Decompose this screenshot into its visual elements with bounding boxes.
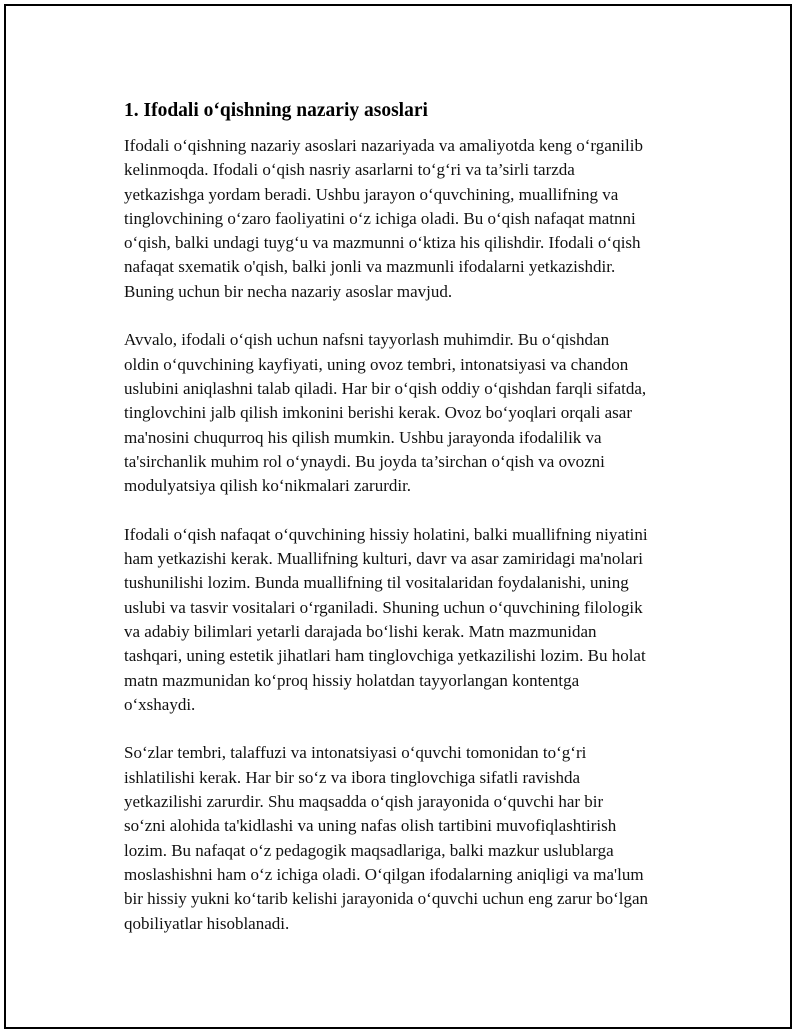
text-line: tinglovchini jalb qilish imkonini berishi kerak. Ovoz bo‘yoqlari orqali asar xyxy=(124,403,633,423)
text-line: Ifodali o‘qish nafaqat o‘quvchining hissiy holatini, balki muallifning niyatini xyxy=(124,524,648,544)
paragraph-3 xyxy=(124,523,699,717)
text-line: ham yetkazishi kerak. Muallifning kulturi, davr va asar zamiridagi ma'nolari xyxy=(124,549,644,569)
page-frame xyxy=(4,4,792,1029)
text-line: so‘zni alohida ta'kidlashi va uning nafas olish tartibini muvofiqlashtirish xyxy=(124,816,617,836)
text-line: uslubini aniqlashni talab qiladi. Har bir o‘qish oddiy o‘qishdan farqli sifatda, xyxy=(124,378,647,398)
text-line: modulyatsiya qilish ko‘nikmalari zarurdir. xyxy=(124,476,412,496)
text-line: ishlatilishi kerak. Har bir so‘z va ibora tinglovchiga sifatli ravishda xyxy=(124,767,581,787)
text-line: bir hissiy yukni ko‘tarib kelishi jarayonida o‘quvchi uchun eng zarur bo‘lgan xyxy=(124,889,649,909)
text-line: kelinmoqda. Ifodali o‘qish nasriy asarlarni to‘g‘ri va ta’sirli tarzda xyxy=(124,160,575,180)
paragraph-4 xyxy=(124,741,699,935)
text-line: lozim. Bu nafaqat o‘z pedagogik maqsadlariga, balki mazkur uslublarga xyxy=(124,840,614,860)
text-line: ta'sirchanlik muhim rol o‘ynaydi. Bu joyda ta’sirchan o‘qish va ovozni xyxy=(124,451,605,471)
text-line: o‘xshaydi. xyxy=(124,694,196,714)
text-line: Buning uchun bir necha nazariy asoslar mavjud. xyxy=(124,281,453,301)
text-line: yetkazishga yordam beradi. Ushbu jarayon o‘quvchining, muallifning va xyxy=(124,184,619,204)
document-body xyxy=(124,98,699,936)
paragraph-1 xyxy=(124,134,699,304)
text-line: moslashishni ham o‘z ichiga oladi. O‘qilgan ifodalarning aniqligi va ma'lum xyxy=(124,864,644,884)
text-line: tashqari, uning estetik jihatlari ham tinglovchiga yetkazilishi lozim. Bu holat xyxy=(124,646,646,666)
text-line: va adabiy bilimlari yetarli darajada bo‘lishi kerak. Matn mazmunidan xyxy=(124,621,597,641)
text-line: qobiliyatlar hisoblanadi. xyxy=(124,913,290,933)
text-line: Ifodali o‘qishning nazariy asoslari nazariyada va amaliyotda keng o‘rganilib xyxy=(124,136,643,155)
section-heading: 1. Ifodali o‘qishning nazariy asoslari xyxy=(124,100,428,121)
text-line: tinglovchining o‘zaro faoliyatini o‘z ichiga oladi. Bu o‘qish nafaqat matnni xyxy=(124,208,636,228)
text-line: matn mazmunidan ko‘proq hissiy holatdan tayyorlangan kontentga xyxy=(124,670,580,690)
text-line: uslubi va tasvir vositalari o‘rganiladi. Shuning uchun o‘quvchining filologik xyxy=(124,597,643,617)
text-line: yetkazilishi zarurdir. Shu maqsadda o‘qish jarayonida o‘quvchi har bir xyxy=(124,792,604,812)
paragraph-2 xyxy=(124,328,699,498)
text-line: So‘zlar tembri, talaffuzi va intonatsiyasi o‘quvchi tomonidan to‘g‘ri xyxy=(124,743,587,763)
text-line: o‘qish, balki undagi tuyg‘u va mazmunni o‘ktiza his qilishdir. Ifodali o‘qish xyxy=(124,233,641,253)
text-line: tushunilishi lozim. Bunda muallifning til vositalaridan foydalanishi, uning xyxy=(124,573,629,593)
text-line: oldin o‘quvchining kayfiyati, uning ovoz tembri, intonatsiyasi va chandon xyxy=(124,354,629,374)
text-line: nafaqat sxematik o'qish, balki jonli va mazmunli ifodalarni yetkazishdir. xyxy=(124,257,616,277)
text-line: ma'nosini chuqurroq his qilish mumkin. Ushbu jarayonda ifodalilik va xyxy=(124,427,602,447)
text-line: Avvalo, ifodali o‘qish uchun nafsni tayyorlash muhimdir. Bu o‘qishdan xyxy=(124,330,610,350)
